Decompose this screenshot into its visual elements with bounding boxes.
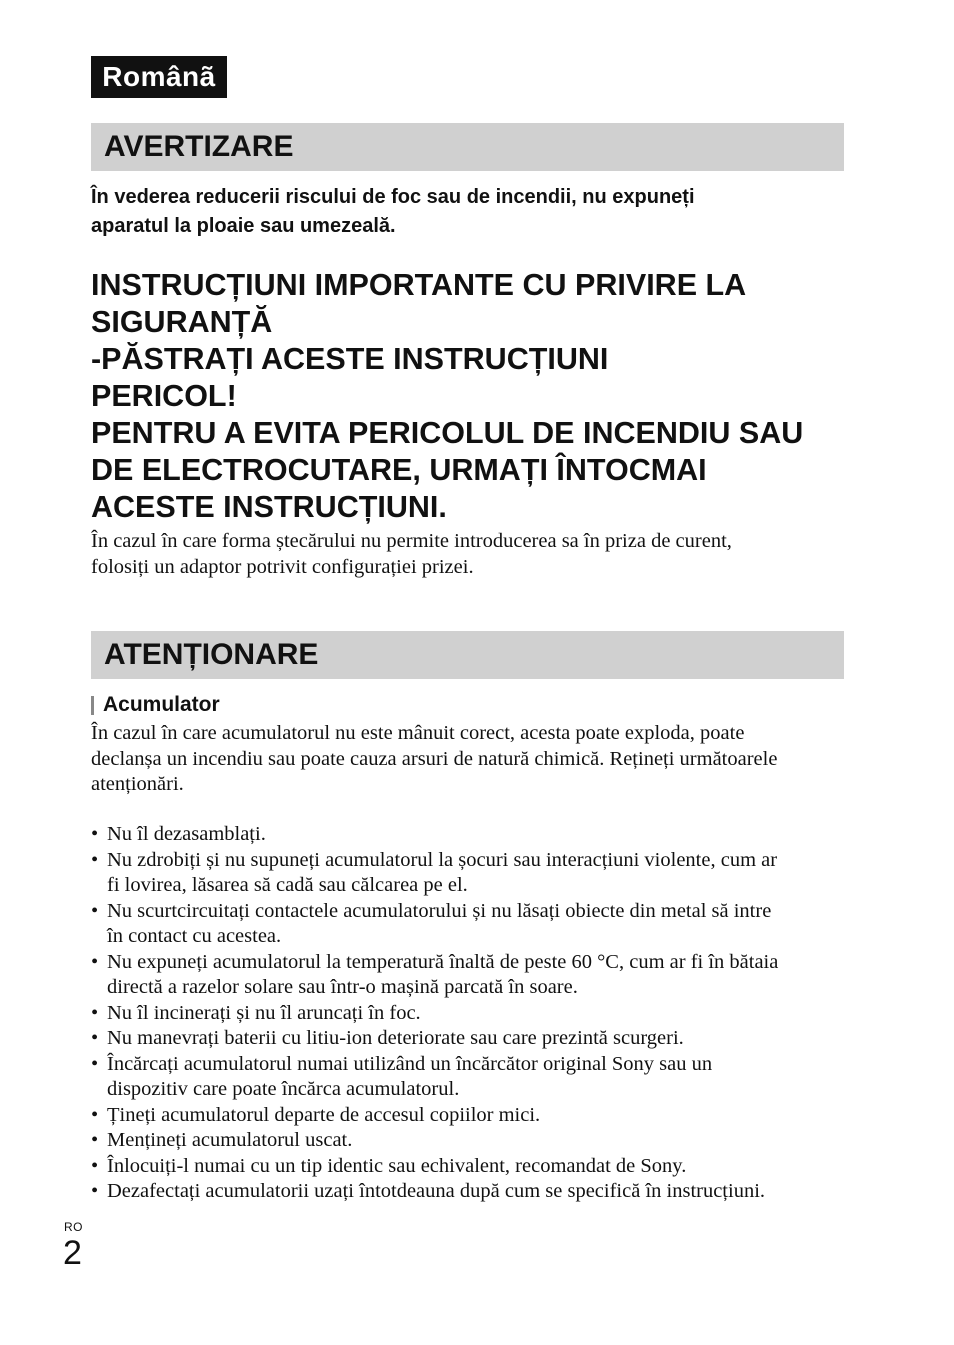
safety-heading-line: ACESTE INSTRUCȚIUNI. bbox=[91, 490, 447, 524]
list-item bbox=[91, 899, 851, 950]
warning-line: În vederea reducerii riscului de foc sau de incendii, nu expuneți bbox=[91, 186, 695, 208]
list-item-line: Dezafectați acumulatorii uzați întotdeauna după cum se specifică în instrucțiuni. bbox=[107, 1180, 766, 1202]
battery-intro-line: În cazul în care acumulatorul nu este mânuit corect, acesta poate exploda, poate bbox=[91, 722, 745, 744]
list-item bbox=[91, 1052, 851, 1103]
list-item-line: în contact cu acestea. bbox=[107, 925, 282, 947]
subheading-marker bbox=[91, 696, 94, 715]
list-item-line: Nu zdrobiți și nu supuneți acumulatorul la șocuri sau interacțiuni violente, cum ar bbox=[107, 848, 778, 871]
bullet-icon: • bbox=[91, 823, 99, 845]
list-item-line: Mențineți acumulatorul uscat. bbox=[107, 1129, 353, 1151]
safety-heading-line: PERICOL! bbox=[91, 379, 237, 413]
list-item-line: Înlocuiți-l numai cu un tip identic sau echivalent, recomandat de Sony. bbox=[107, 1154, 687, 1177]
list-item-line: Țineți acumulatorul departe de accesul copiilor mici. bbox=[107, 1103, 541, 1126]
list-item-line: Nu îl dezasamblați. bbox=[107, 823, 266, 845]
list-item bbox=[91, 1179, 851, 1205]
bullet-icon: • bbox=[91, 1180, 99, 1202]
bullet-icon: • bbox=[91, 1129, 99, 1151]
list-item-line: Încărcați acumulatorul numai utilizând un încărcător original Sony sau un bbox=[107, 1052, 713, 1075]
battery-subheading bbox=[91, 691, 220, 719]
list-item-line: directă a razelor solare sau într-o mașină parcată în soare. bbox=[107, 976, 578, 998]
section-title-warning: AVERTIZARE bbox=[91, 123, 844, 171]
list-item bbox=[91, 1128, 851, 1154]
list-item bbox=[91, 1154, 851, 1180]
section-title-caution: ATENȚIONARE bbox=[91, 631, 844, 679]
battery-intro bbox=[91, 721, 851, 798]
battery-intro-line: atenționări. bbox=[91, 773, 184, 795]
list-item bbox=[91, 950, 851, 1001]
battery-subheading-label: Acumulator bbox=[103, 693, 220, 716]
list-item-line: Nu expuneți acumulatorul la temperatură înaltă de peste 60 °C, cum ar fi în bătaia bbox=[107, 950, 779, 973]
plug-adapter-text bbox=[91, 529, 851, 580]
page-language-code: RO bbox=[64, 1220, 83, 1234]
list-item-line: Nu scurtcircuitați contactele acumulatorului și nu lăsați obiecte din metal să intre bbox=[107, 899, 772, 922]
bullet-icon: • bbox=[91, 1154, 99, 1177]
plug-text-line: folosiți un adaptor potrivit configurației prizei. bbox=[91, 555, 474, 578]
list-item-line: Nu manevrați baterii cu litiu-ion deteriorate sau care prezintă scurgeri. bbox=[107, 1027, 684, 1049]
bullet-icon: • bbox=[91, 1027, 99, 1049]
safety-heading-line: INSTRUCȚIUNI IMPORTANTE CU PRIVIRE LA bbox=[91, 268, 747, 302]
warning-text bbox=[91, 183, 851, 241]
list-item bbox=[91, 1026, 851, 1052]
bullet-icon: • bbox=[91, 950, 99, 973]
list-item bbox=[91, 1001, 851, 1027]
battery-precautions-list bbox=[91, 822, 851, 1205]
bullet-icon: • bbox=[91, 1001, 99, 1024]
safety-heading bbox=[91, 267, 851, 526]
list-item bbox=[91, 848, 851, 899]
safety-heading-line: -PĂSTRAȚI ACESTE INSTRUCȚIUNI bbox=[91, 342, 609, 376]
page-number: 2 bbox=[63, 1234, 82, 1272]
bullet-icon: • bbox=[91, 1103, 99, 1126]
bullet-icon: • bbox=[91, 1052, 99, 1075]
safety-heading-line: SIGURANȚĂ bbox=[91, 305, 273, 339]
language-tab: Românã bbox=[91, 56, 227, 98]
list-item-line: Nu îl incinerați și nu îl aruncați în foc. bbox=[107, 1001, 421, 1024]
warning-line: aparatul la ploaie sau umezeală. bbox=[91, 215, 396, 237]
bullet-icon: • bbox=[91, 848, 99, 871]
safety-heading-line: DE ELECTROCUTARE, URMAȚI ÎNTOCMAI bbox=[91, 453, 707, 487]
list-item-line: dispozitiv care poate încărca acumulatorul. bbox=[107, 1078, 460, 1100]
battery-intro-line: declanșa un incendiu sau poate cauza arsuri de natură chimică. Rețineți următoarele bbox=[91, 747, 778, 770]
safety-heading-line: PENTRU A EVITA PERICOLUL DE INCENDIU SAU bbox=[91, 416, 804, 450]
bullet-icon: • bbox=[91, 899, 99, 922]
list-item bbox=[91, 822, 851, 848]
list-item bbox=[91, 1103, 851, 1129]
list-item-line: fi lovirea, lăsarea să cadă sau călcarea pe el. bbox=[107, 874, 468, 896]
plug-text-line: În cazul în care forma ștecărului nu permite introducerea sa în priza de curent, bbox=[91, 530, 732, 552]
